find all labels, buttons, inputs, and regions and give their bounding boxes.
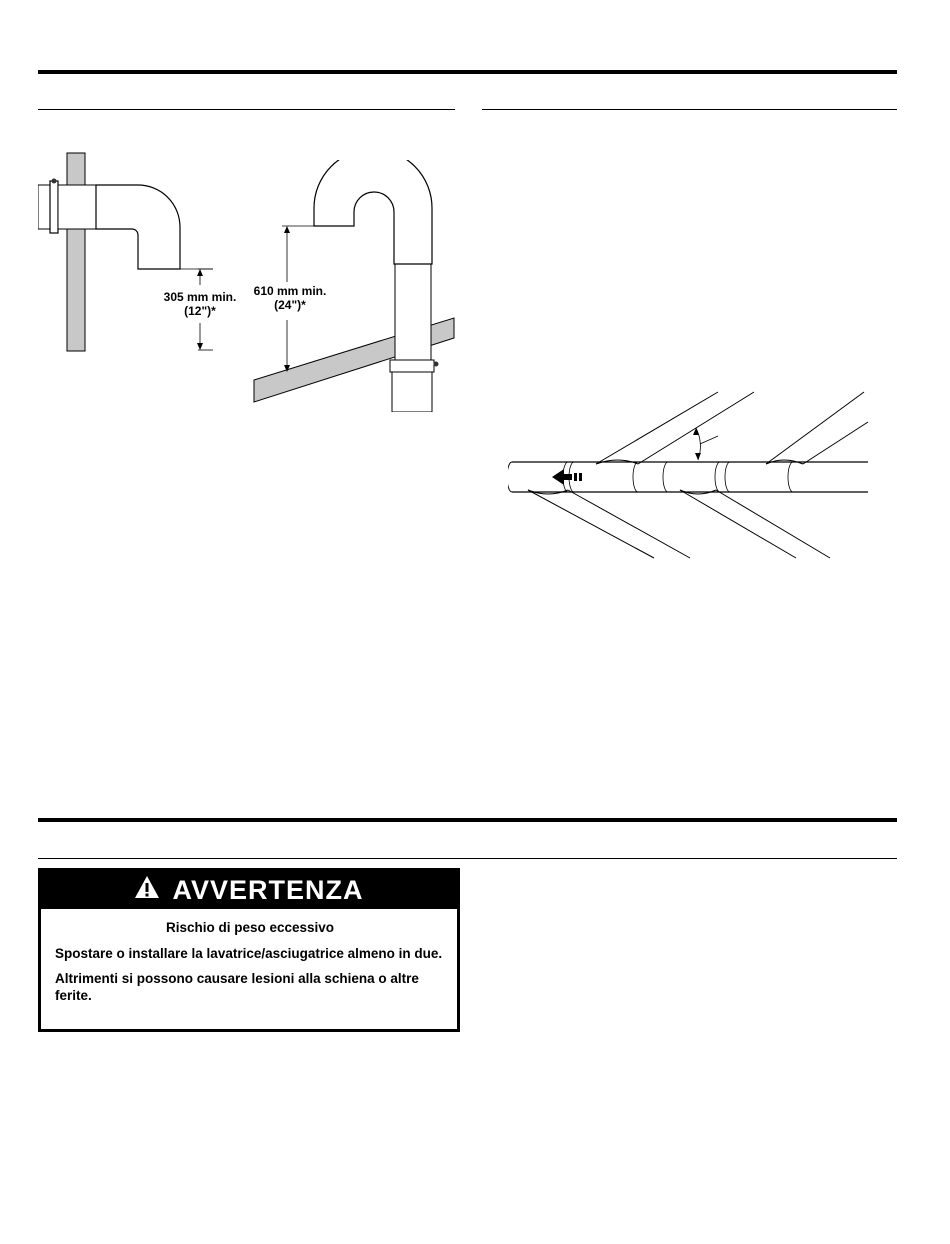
left-dimension-value: 305 mm min. xyxy=(163,290,237,304)
left-dimension-label xyxy=(152,290,248,318)
middle-dimension-label xyxy=(240,284,340,312)
warning-header xyxy=(41,871,457,909)
section-subrule xyxy=(38,858,897,859)
middle-dimension-value: 610 mm min. xyxy=(253,284,327,298)
section-rule xyxy=(38,818,897,822)
warning-subtitle: Rischio di peso eccessivo xyxy=(165,920,335,935)
warning-box xyxy=(38,868,460,1032)
warning-body xyxy=(41,909,457,1004)
warning-line-1: Spostare o installare la lavatrice/asciugatrice almeno in due. xyxy=(55,946,443,961)
warning-line-2: Altrimenti si possono causare lesioni alla schiena o altre ferite. xyxy=(55,971,419,1003)
left-column-rule xyxy=(38,109,455,110)
right-column-rule xyxy=(482,109,897,110)
left-dimension-inches: (12")* xyxy=(184,304,216,318)
vent-branch-figure xyxy=(508,388,870,560)
warning-title: AVVERTENZA xyxy=(172,874,364,905)
wall-drain-figure xyxy=(38,145,253,360)
top-rule xyxy=(38,70,897,74)
warning-triangle-icon xyxy=(134,875,160,906)
middle-dimension-inches: (24")* xyxy=(274,298,306,312)
